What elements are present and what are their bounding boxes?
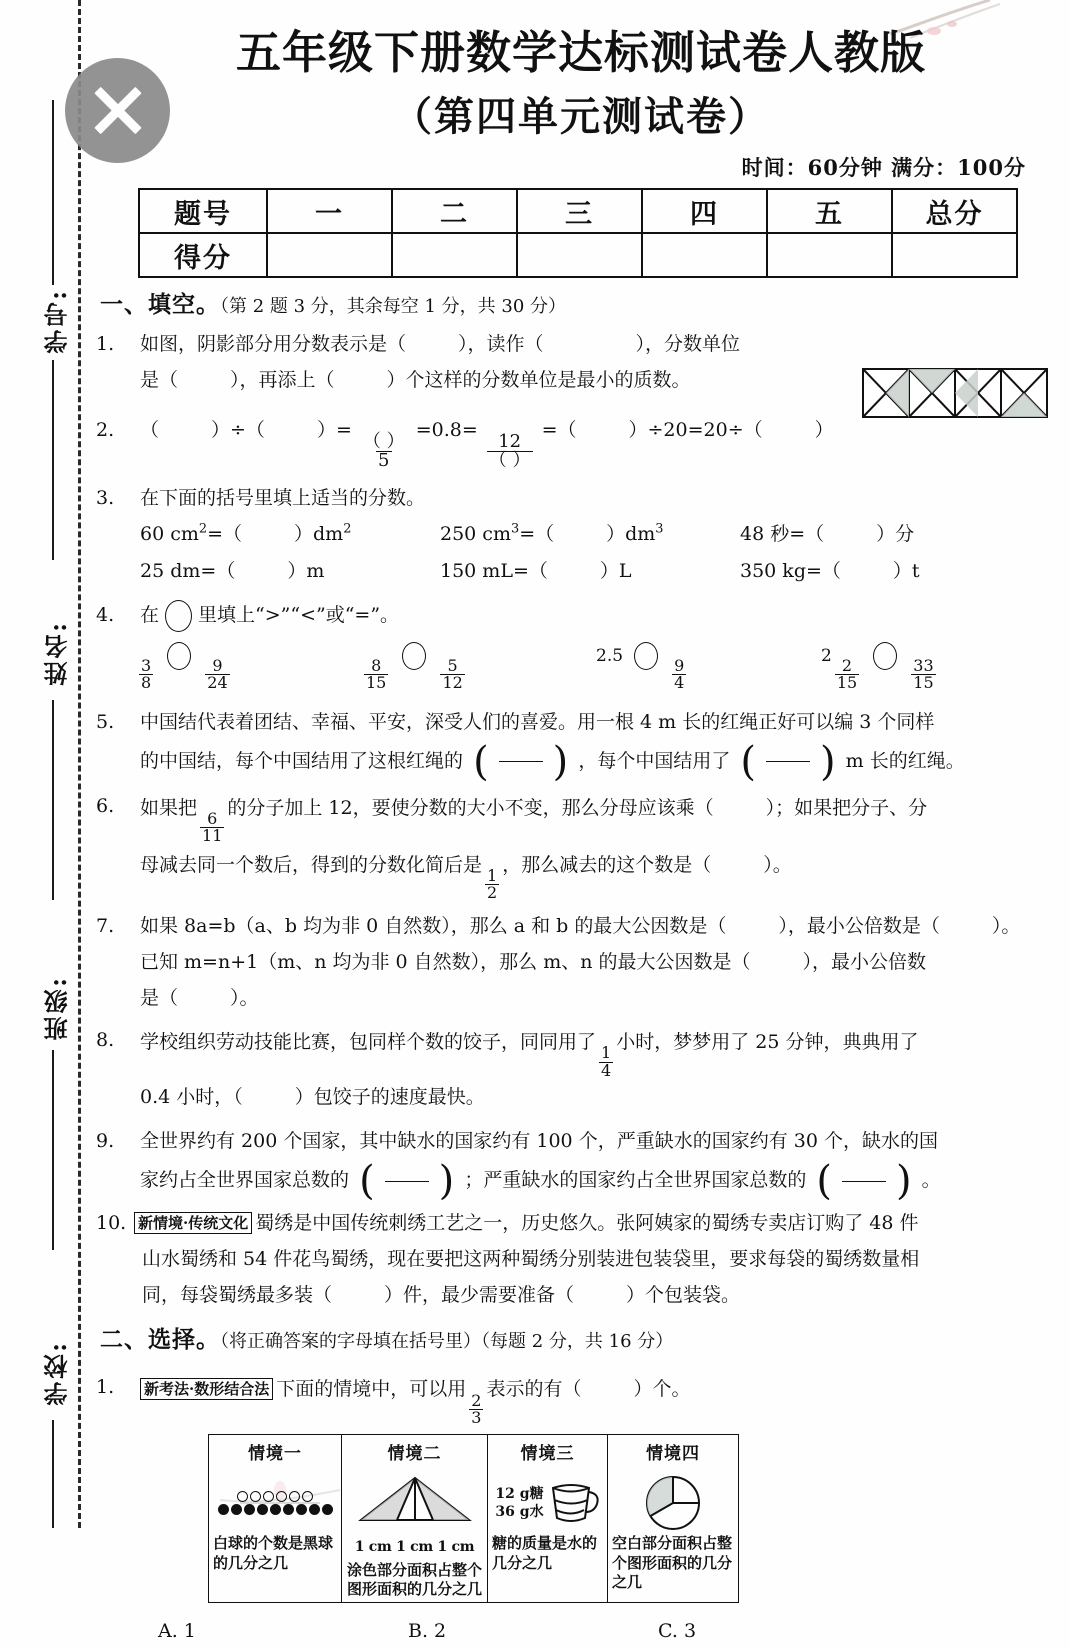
choice-q1-stem (140, 1378, 691, 1427)
fill-q3-item0-mid: =（ (207, 523, 243, 546)
fill-q5-text-a: 的中国结，每个中国结用了这根红绳的 (140, 749, 464, 772)
scenario-2-figure (346, 1472, 483, 1534)
choice-q1-fraction (469, 1390, 483, 1427)
choice-q1-text-c: ）个。 (633, 1378, 691, 1401)
fill-q4-p3-rd: 15 (913, 673, 934, 693)
table-row (139, 233, 1017, 277)
fill-q4-pair-0 (136, 637, 361, 692)
fill-q6-f2d: 2 (487, 883, 498, 903)
fill-q3-row-1 (140, 516, 1070, 552)
fill-q4-p2-rd: 4 (674, 673, 685, 693)
fill-q2-fraction-1[interactable] (361, 430, 407, 471)
dashed-seal-line (78, 0, 81, 1528)
fill-q10-line1 (134, 1212, 919, 1234)
fill-q8-fn: 1 (601, 1043, 612, 1063)
scenario-1-title: 情境一 (248, 1444, 302, 1465)
fill-q2-text-d: =0.8= (415, 419, 478, 442)
white-ball (263, 1491, 274, 1502)
fill-q3-number: 3. (96, 487, 115, 510)
section-1-name: 填空。 (148, 291, 220, 319)
fill-question-7 (96, 908, 1070, 1016)
cup-text-line-1: 12 g糖 (495, 1485, 544, 1502)
seal-rule-1 (52, 100, 54, 285)
sidebar-field-xuehao: 学号: (43, 288, 72, 354)
cup-row (495, 1480, 599, 1526)
fill-q8-text-d: ）包饺子的速度最快。 (294, 1086, 485, 1109)
fill-q6-text-e: ，那么减去的这个数是（ (502, 853, 712, 876)
score-table-col-3: 四 (642, 189, 767, 233)
fill-q1-number: 1. (96, 332, 115, 355)
fill-q10-badge: 新情境·传统文化 (134, 1212, 252, 1234)
fill-question-2 (96, 412, 1070, 471)
section-2-index: 二、 (100, 1326, 148, 1354)
fill-q4-pair3-circle[interactable] (873, 642, 897, 670)
fill-q3-item2-mid: =（ (789, 523, 825, 546)
fill-q1-text-a: 如图，阴影部分用分数表示是（ (140, 332, 407, 355)
scenario-cell-1 (209, 1435, 342, 1603)
seal-rule-4 (52, 1050, 54, 1250)
score-table (138, 188, 1018, 278)
fill-q3-item4-mid: =（ (512, 559, 548, 582)
black-ball (270, 1504, 281, 1515)
fill-q4-stem-circle (165, 600, 192, 632)
fill-q4-number: 4. (96, 603, 115, 626)
fill-q3-item5-mid: =（ (805, 559, 841, 582)
fill-question-5 (96, 704, 1070, 785)
fill-q5-number: 5. (96, 710, 115, 733)
fill-q1-line2 (140, 362, 1070, 398)
fill-q3-item2-close: ）分 (876, 523, 915, 546)
black-ball (283, 1504, 294, 1515)
scenario-4-caption: 空白部分面积占整个图形面积的几分之几 (612, 1534, 733, 1591)
fill-q8-text-b: 小时，梦梦用了 25 分钟，典典用了 (616, 1030, 919, 1053)
fill-q9-line2 (140, 1159, 1070, 1203)
fill-q5-text-c: m 长的红绳。 (845, 749, 965, 772)
fill-q3-item1-close: ）dm (606, 523, 656, 546)
fill-q3-item1-mid: =（ (519, 523, 555, 546)
fill-q3-item1-rightsup: 3 (655, 522, 664, 538)
scenario-2-labels (346, 1534, 483, 1561)
section-1-note: （第 2 题 3 分，其余每空 1 分，共 30 分） (220, 296, 567, 318)
fill-question-3 (96, 480, 1070, 588)
fill-q10-number: 10. (96, 1211, 127, 1234)
fill-q5-fraction-blank-2[interactable]: ( ) (740, 738, 836, 785)
fill-q6-line1 (140, 796, 928, 846)
page-title-block (92, 0, 1070, 142)
choice-q1-badge: 新考法·数形结合法 (140, 1378, 273, 1400)
cup-text-line-2: 36 g水 (495, 1504, 544, 1521)
balls-figure (218, 1489, 333, 1517)
fill-q2-body (140, 419, 834, 471)
scenario-cell-4 (608, 1435, 739, 1603)
fill-q8-line1 (140, 1030, 919, 1080)
scenario-3-figure (492, 1472, 603, 1534)
score-table-col-0: 一 (267, 189, 392, 233)
score-cell-4[interactable] (767, 233, 892, 277)
choice-q1-option-b[interactable]: B. 2 (408, 1620, 447, 1643)
scenario-cell-2 (342, 1435, 488, 1603)
fill-q6-text-d: 母减去同一个数后，得到的分数化简后是 (140, 853, 483, 876)
fill-q4-p2-left: 2.5 (596, 645, 624, 666)
sidebar-field-banji: 班级: (43, 975, 72, 1041)
seal-rule-3 (52, 700, 54, 900)
fill-q6-fraction-2 (485, 868, 499, 902)
exam-meta: 时间：60分钟 满分：100分 (741, 155, 1026, 181)
fill-q1-text-d: 是（ (140, 369, 179, 392)
seal-rule-5 (52, 1420, 54, 1528)
fill-q4-pair-1 (361, 637, 596, 692)
fill-q3-item4-left: 150 mL (440, 559, 513, 582)
choice-q1-text-a: 下面的情境中，可以用 (276, 1378, 467, 1401)
section-2-name: 选择。 (148, 1326, 220, 1354)
fill-q3-item0-left: 60 cm (140, 523, 199, 546)
fill-q4-stem-a: 在 (140, 603, 160, 626)
fill-q6-fraction-1 (200, 808, 224, 846)
fill-q9-fraction-blank-2[interactable]: ( ) (816, 1158, 912, 1205)
fill-q4-p3-ld: 15 (836, 673, 858, 693)
scenario-3-title: 情境三 (520, 1444, 575, 1465)
fill-q6-number: 6. (96, 794, 115, 817)
fill-q7-text-g: ）。 (230, 986, 259, 1009)
fill-q7-text-e: ），最小公倍数 (802, 950, 927, 973)
page-subtitle: （第四单元测试卷） (392, 93, 770, 141)
choice-q1-option-c[interactable]: C. 3 (658, 1620, 697, 1643)
fill-q7-text-b: ），最小公倍数是（ (778, 914, 940, 937)
fill-q9-text-c: 。 (921, 1169, 941, 1192)
fill-q3-item4-close: ）L (599, 559, 632, 582)
fill-q8-fd: 4 (601, 1060, 612, 1080)
fill-q3-item-1 (440, 516, 740, 552)
fill-q7-text-d: 已知 m=n+1（m、n 均为非 0 自然数），那么 m、n 的最大公因数是（ (140, 950, 751, 973)
scenario-4-title: 情境四 (646, 1444, 700, 1465)
fill-q5-line1: 中国结代表着团结、幸福、平安，深受人们的喜爱。用一根 4 m 长的红绳正好可以编 3 个同样 (140, 710, 935, 733)
fill-q4-p1-rn: 5 (447, 656, 458, 676)
fill-q7-text-c: ）。 (991, 914, 1021, 937)
fill-q4-pair1-circle[interactable] (402, 642, 426, 670)
score-cell-0[interactable] (267, 233, 392, 277)
fill-q5-line2 (140, 740, 1070, 784)
score-table-col-2: 三 (517, 189, 642, 233)
fill-q9-number: 9. (96, 1130, 115, 1153)
fill-q10-line2: 山水蜀绣和 54 件花鸟蜀绣，现在要把这两种蜀绣分别装进包装袋里，要求每袋的蜀绣数量相 (142, 1247, 920, 1270)
fill-q2-number: 2. (96, 419, 115, 442)
fill-q4-p3-rn: 33 (913, 656, 934, 676)
fill-q4-pair-2 (596, 637, 821, 692)
fill-q2-fraction-2[interactable] (487, 430, 533, 471)
fill-q4-compare-row (136, 637, 1070, 692)
black-ball (244, 1504, 255, 1515)
section-1-index: 一、 (100, 291, 148, 319)
fill-q4-pair1-left (364, 658, 388, 692)
fill-q9-fraction-blank-1[interactable]: ( ) (359, 1158, 455, 1205)
score-cell-1[interactable] (392, 233, 517, 277)
score-table-col-1: 二 (392, 189, 517, 233)
fill-q6-f1d: 11 (202, 826, 223, 846)
cup-text (495, 1485, 543, 1523)
fill-q8-fraction (599, 1045, 613, 1079)
white-ball (237, 1491, 248, 1502)
fill-q4-pair0-left (139, 658, 153, 692)
fill-question-1 (96, 326, 1070, 398)
score-cell-5[interactable] (892, 233, 1017, 277)
fill-q3-item5-close: ）t (892, 559, 920, 582)
fill-q7-text-f: 是（ (140, 986, 179, 1009)
fill-q1-line1 (140, 333, 740, 355)
cup-icon (548, 1480, 600, 1526)
fill-q8-line2 (140, 1079, 1070, 1115)
fill-q4-pair0-circle[interactable] (167, 642, 191, 670)
fill-q8-text-c: 0.4 小时，（ (140, 1086, 243, 1109)
fill-q4-p2-rn: 9 (674, 656, 685, 676)
fill-q4-pair3-left (835, 658, 859, 692)
fill-q3-item5-left: 350 kg (740, 559, 806, 582)
scenario-3-caption: 糖的质量是水的几分之几 (492, 1534, 598, 1572)
fill-q3-item1-leftsup: 3 (510, 522, 520, 538)
fill-q7-line2 (140, 944, 1070, 980)
fill-q3-item2-left: 48 秒 (740, 523, 790, 546)
fill-q2-text-b: ）÷（ (211, 419, 265, 442)
fill-q2-text-g: ） (814, 419, 834, 442)
triangle-label-3: 1 cm (437, 1539, 475, 1556)
section-2-note: （将正确答案的字母填在括号里）（每题 2 分，共 16 分） (220, 1331, 674, 1353)
fill-question-9 (96, 1123, 1070, 1205)
fill-q4-pair2-right (672, 658, 686, 692)
fill-q3-item-4 (440, 553, 740, 589)
choice-q1-fd: 3 (471, 1407, 482, 1427)
fill-q7-line1 (140, 915, 1020, 937)
triangle-label-2: 1 cm (396, 1539, 433, 1556)
fill-q4-p3-ln: 2 (841, 656, 853, 676)
fill-q4-pair3-right (911, 658, 935, 692)
scenario-table (208, 1434, 739, 1603)
fill-q2-text-c: ）= (316, 419, 352, 442)
fill-q3-row-2 (140, 553, 1070, 589)
scenario-2-title: 情境二 (387, 1444, 442, 1465)
fill-q7-line3 (140, 980, 1070, 1016)
fill-q2-text-f: ）÷20=20÷（ (628, 419, 763, 442)
fill-q3-item-5 (740, 553, 1040, 589)
fill-q4-p0-ld: 8 (141, 673, 152, 693)
fill-q1-text-c: ），分数单位 (635, 332, 741, 355)
fill-question-6 (96, 788, 1070, 903)
triangle-figure (351, 1474, 479, 1532)
black-balls-row (218, 1504, 333, 1515)
fill-q4-pair2-circle[interactable] (634, 642, 658, 670)
fill-q10-text-b: 同，每袋蜀绣最多装（ (142, 1284, 333, 1307)
score-cell-2[interactable] (517, 233, 642, 277)
exam-page (92, 0, 1070, 1643)
fill-q9-text-a: 家约占全世界国家总数的 (140, 1169, 350, 1192)
table-row (209, 1435, 739, 1603)
fill-q5-fraction-blank-1[interactable]: ( ) (473, 738, 569, 785)
choice-q1-options (158, 1613, 1070, 1649)
page-title: 五年级下册数学达标测试卷人教版 (235, 26, 926, 79)
section-header-1 (100, 290, 1070, 320)
scenario-2-caption: 涂色部分面积占整个图形面积的几分之几 (346, 1561, 482, 1599)
fill-q4-pair1-right (440, 658, 464, 692)
choice-q1-text-b: 表示的有（ (486, 1378, 582, 1401)
section-header-2 (100, 1325, 1070, 1355)
fill-q3-stem: 在下面的括号里填上适当的分数。 (140, 487, 426, 510)
black-ball (257, 1504, 268, 1515)
scenario-1-caption: 白球的个数是黑球的几分之几 (213, 1534, 334, 1572)
score-table-row-label-0: 题号 (139, 189, 267, 233)
fill-q4-p1-ld: 15 (366, 673, 387, 693)
fill-q4-p3-whole: 2 (821, 645, 832, 666)
fill-q5-text-b: ，每个中国结用了 (578, 749, 731, 772)
fill-q7-text-a: 如果 8a=b（a、b 均为非 0 自然数），那么 a 和 b 的最大公因数是（ (140, 914, 727, 937)
fill-q3-item0-leftsup: 2 (198, 522, 208, 538)
white-ball (250, 1491, 261, 1502)
white-ball (302, 1491, 313, 1502)
seal-rule-2 (52, 360, 54, 560)
scenario-1-figure (213, 1472, 337, 1534)
fill-q2-text-a: （ (140, 419, 160, 442)
black-ball (309, 1504, 320, 1515)
fill-q3-item3-close: ）m (287, 559, 325, 582)
white-ball (289, 1491, 300, 1502)
fill-q3-item0-rightsup: 2 (343, 522, 352, 538)
fill-q3-item3-mid: =（ (200, 559, 236, 582)
fill-q6-text-b: 的分子加上 12，要使分数的大小不变，那么分母应该乘（ (227, 796, 714, 819)
fill-q10-text-a: 蜀绣是中国传统刺绣工艺之一，历史悠久。张阿姨家的蜀绣专卖店订购了 48 件 (255, 1211, 919, 1234)
fill-q2-frac2-num: 12 (498, 430, 522, 452)
fill-q9-line1: 全世界约有 200 个国家，其中缺水的国家约有 100 个，严重缺水的国家约有 30 个，缺水的国 (140, 1130, 938, 1153)
fill-q2-text-e: =（ (541, 419, 577, 442)
fill-q9-text-b: ；严重缺水的国家约占全世界国家总数的 (464, 1169, 807, 1192)
fill-q1-text-e: ），再添上（ (230, 369, 335, 392)
fill-q7-number: 7. (96, 914, 115, 937)
scenario-cell-3 (488, 1435, 608, 1603)
score-table-col-5: 总分 (892, 189, 1017, 233)
fill-q3-item-3 (140, 553, 440, 589)
fill-q4-p1-rd: 12 (442, 673, 463, 693)
black-ball (231, 1504, 242, 1515)
fill-q6-f2n: 1 (487, 866, 498, 886)
fill-q1-text-b: ），读作（ (458, 332, 544, 355)
black-ball (322, 1504, 333, 1515)
fill-q2-frac2-den: （ ） (488, 449, 531, 471)
fill-q4-p0-ln: 3 (141, 656, 152, 676)
white-ball (276, 1491, 287, 1502)
sidebar-field-xuexiao: 学校: (43, 1340, 72, 1406)
fill-q4-p0-rn: 9 (212, 656, 223, 676)
fill-q6-text-f: ）。 (763, 853, 792, 876)
fill-q8-number: 8. (96, 1028, 115, 1051)
choice-question-1 (96, 1369, 1070, 1649)
fill-question-10 (96, 1205, 1070, 1313)
black-ball (218, 1504, 229, 1515)
score-table-row-label-1: 得分 (139, 233, 267, 277)
table-row (139, 189, 1017, 233)
score-cell-3[interactable] (642, 233, 767, 277)
fill-q4-stem-b: 里填上“>”“<”或“=”。 (198, 603, 400, 626)
fill-q4-stem (140, 604, 399, 626)
choice-q1-fn: 2 (471, 1390, 482, 1410)
fill-q3-item0-close: ）dm (294, 523, 344, 546)
triangle-label-1: 1 cm (354, 1539, 392, 1556)
white-balls-row (218, 1491, 333, 1502)
pie-figure (642, 1473, 704, 1533)
fill-q1-text-f: ）个这样的分数单位是最小的质数。 (386, 369, 691, 392)
fill-question-4 (96, 597, 1070, 693)
fill-q6-line2 (140, 845, 1070, 902)
fill-q2-frac1-den: 5 (378, 449, 390, 471)
fill-q10-text-d: ）个包装袋。 (626, 1284, 741, 1307)
fill-q10-text-c: ）件，最少需要准备（ (384, 1284, 575, 1307)
fill-q10-line3 (142, 1277, 1070, 1313)
scenario-4-figure (612, 1472, 734, 1534)
black-ball (296, 1504, 307, 1515)
fill-q4-p1-ln: 8 (371, 656, 382, 676)
fill-q3-item-0 (140, 516, 440, 552)
sidebar-field-xingming: 姓名: (43, 620, 72, 686)
fill-q6-text-c: ）；如果把分子、分 (765, 796, 928, 819)
fill-q3-item1-left: 250 cm (440, 523, 511, 546)
fill-q8-text-a: 学校组织劳动技能比赛，包同样个数的饺子，同同用了 (140, 1030, 597, 1053)
fill-q4-pair-3 (821, 637, 939, 692)
fill-q4-pair0-right (205, 658, 229, 692)
fill-q6-f1n: 6 (207, 808, 218, 828)
seal-line-strip (0, 0, 92, 1528)
fill-q4-p0-rd: 24 (207, 673, 228, 693)
fill-q3-item-2 (740, 516, 1040, 552)
choice-q1-number: 1. (96, 1376, 115, 1399)
fill-q2-frac1-num: （ ） (362, 430, 405, 452)
choice-q1-option-a[interactable]: A. 1 (158, 1620, 196, 1643)
score-table-col-4: 五 (767, 189, 892, 233)
fill-question-8 (96, 1022, 1070, 1115)
fill-q6-text-a: 如果把 (140, 796, 198, 819)
fill-q3-item3-left: 25 dm (140, 559, 201, 582)
